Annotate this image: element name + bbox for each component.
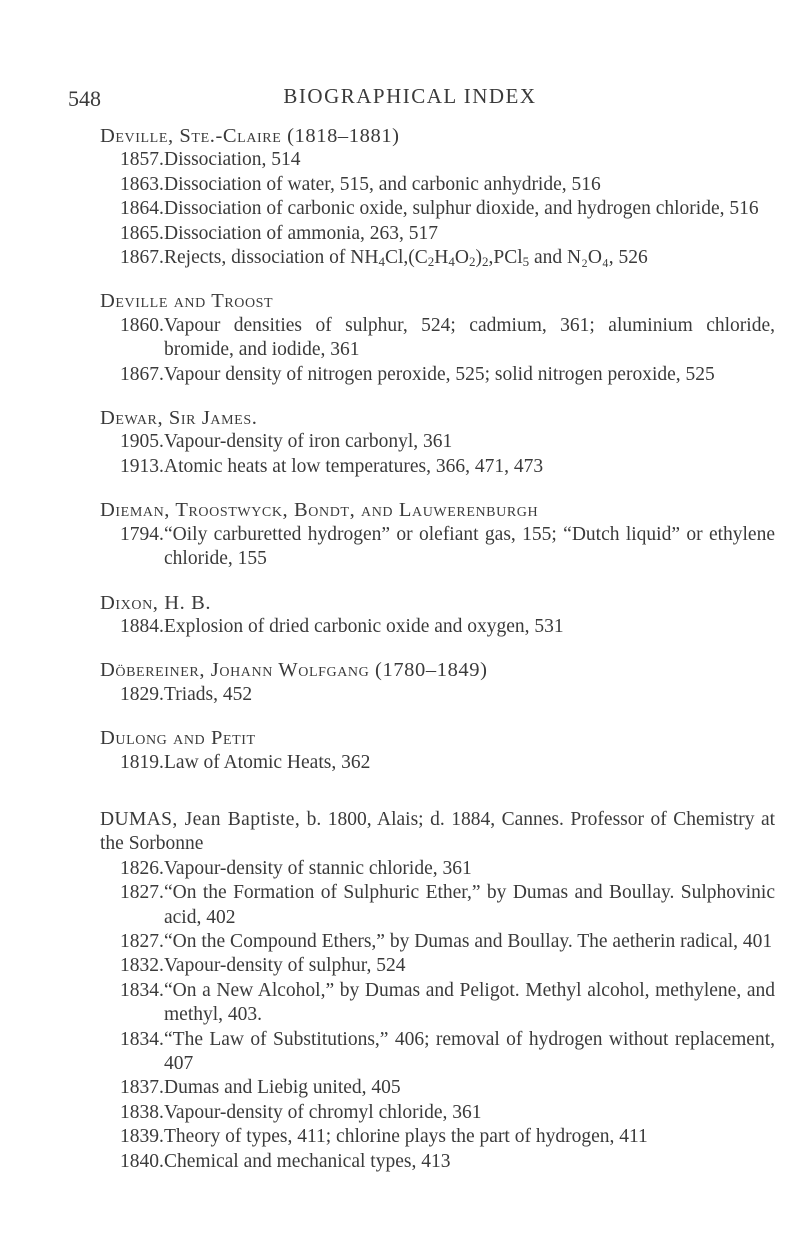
index-entry	[100, 658, 775, 707]
item-text: Vapour-density of sulphur, 524	[164, 955, 406, 977]
entry-item	[120, 857, 775, 881]
entry-item	[120, 930, 775, 954]
formula-sub: 2	[468, 254, 476, 270]
entry-item	[120, 1150, 775, 1174]
entry-item	[120, 683, 775, 707]
formula-sub: 5	[522, 254, 530, 270]
item-year: 1829.	[120, 683, 164, 705]
entry-item	[120, 222, 775, 246]
entry-name: Dixon, H. B.	[100, 591, 212, 614]
entry-item	[120, 615, 775, 639]
formula-sub: 2	[481, 254, 489, 270]
item-year: 1834.	[120, 979, 164, 1001]
item-year: 1827.	[120, 882, 164, 904]
entry-item	[120, 523, 775, 572]
entry-item	[120, 314, 775, 363]
entry-name: Deville, Ste.-Claire (1818–1881)	[100, 125, 400, 147]
item-year: 1865.	[120, 222, 164, 244]
formula-suffix: and N₂O₄, 526	[534, 247, 648, 269]
entry-name: Dewar, Sir James.	[100, 407, 258, 430]
item-year: 1863.	[120, 173, 164, 195]
entry-item	[120, 1101, 775, 1125]
entry-item	[120, 881, 775, 930]
item-year: 1827.	[120, 930, 164, 952]
item-text: Vapour-density of stannic chloride, 361	[164, 857, 472, 879]
entry-item	[120, 363, 775, 387]
item-year: 1838.	[120, 1101, 164, 1123]
entry-name: DUMAS, Jean Baptiste,	[100, 808, 301, 830]
page-number: 548	[68, 86, 101, 111]
running-title: BIOGRAPHICAL INDEX	[283, 84, 537, 108]
item-text: “On the Formation of Sulphuric Ether,” by Dumas and Boullay. Sulphovinic acid, 402	[164, 882, 775, 928]
item-text: “Oily carburetted hydrogen” or olefiant gas, 155; “Dutch liquid” or ethylene chloride, 155	[164, 523, 775, 570]
item-text: Vapour-density of chromyl chloride, 361	[164, 1101, 482, 1123]
item-text: Dissociation of water, 515, and carbonic anhydride, 516	[164, 173, 601, 195]
entry-name: Dulong and Petit	[100, 727, 256, 750]
formula-sub: 4	[378, 254, 385, 270]
item-text: Vapour densities of sulphur, 524; cadmium, 361; aluminium chloride, bromide, and iodide, 361	[164, 314, 775, 361]
item-text: Triads, 452	[164, 683, 253, 705]
index-entry	[100, 289, 775, 387]
item-text: Chemical and mechanical types, 413	[164, 1150, 451, 1172]
index-entry	[100, 406, 775, 479]
entry-item	[120, 246, 775, 270]
entry-item	[120, 751, 775, 775]
item-year: 1864.	[120, 198, 164, 220]
item-year: 1867.	[120, 247, 164, 269]
item-year: 1794.	[120, 523, 164, 545]
item-year: 1839.	[120, 1126, 164, 1148]
index-entry-dumas	[100, 808, 775, 1174]
entry-item	[120, 148, 775, 172]
item-year: 1826.	[120, 857, 164, 879]
dumas-heading	[100, 808, 775, 857]
item-text: “The Law of Substitutions,” 406; removal of hydrogen without replacement, 407	[164, 1028, 775, 1074]
formula-sub: 4	[448, 254, 455, 270]
entry-item	[120, 954, 775, 978]
item-year: 1860.	[120, 314, 164, 336]
item-text: Explosion of dried carbonic oxide and oxygen, 531	[164, 615, 564, 637]
item-year: 1834.	[120, 1028, 164, 1050]
item-text: Dissociation of carbonic oxide, sulphur dioxide, and hydrogen chloride, 516	[164, 198, 759, 220]
entry-item	[120, 1125, 775, 1149]
entry-name: Deville and Troost	[100, 290, 274, 313]
item-year: 1837.	[120, 1077, 164, 1099]
entry-item	[120, 197, 775, 221]
item-year: 1905.	[120, 431, 164, 453]
item-text: Vapour density of nitrogen peroxide, 525; solid nitrogen peroxide, 525	[164, 363, 715, 385]
formula-sub: 2	[427, 254, 435, 270]
entry-name: Döbereiner, Johann Wolfgang (1780–1849)	[100, 659, 488, 682]
item-year: 1819.	[120, 751, 164, 773]
item-year: 1840.	[120, 1150, 164, 1172]
entry-bio: b. 1800, Alais; d. 1884, Cannes. Professor of Chemistry at the Sorbonne	[100, 808, 776, 855]
item-text-formula: Rejects, dissociation of $NH_4Cl,(C_2H_4O_2)_2,PCl_5$ and N₂O₄, 526	[164, 247, 648, 270]
entry-item	[120, 979, 775, 1028]
index-content	[100, 124, 775, 1174]
item-text: Atomic heats at low temperatures, 366, 471, 473	[164, 455, 544, 477]
item-text: Dissociation, 514	[164, 149, 301, 171]
item-year: 1884.	[120, 615, 164, 637]
item-text: Law of Atomic Heats, 362	[164, 751, 371, 773]
entry-item	[120, 430, 775, 454]
item-text: “On the Compound Ethers,” by Dumas and Boullay. The aetherin radical, 401	[164, 930, 773, 952]
entry-item	[120, 1076, 775, 1100]
entry-item	[120, 1028, 775, 1077]
item-year: 1913.	[120, 455, 164, 477]
entry-name: Dieman, Troostwyck, Bondt, and Lauwerenburgh	[100, 499, 539, 522]
item-text: Vapour-density of iron carbonyl, 361	[164, 431, 453, 453]
entry-item	[120, 173, 775, 197]
index-entry	[100, 124, 775, 270]
item-text: Dissociation of ammonia, 263, 517	[164, 222, 439, 244]
item-text: Dumas and Liebig united, 405	[164, 1077, 401, 1099]
formula-prefix: Rejects, dissociation of NH	[164, 247, 379, 269]
item-year: 1867.	[120, 363, 164, 385]
item-text: Theory of types, 411; chlorine plays the part of hydrogen, 411	[164, 1126, 648, 1148]
entry-item	[120, 455, 775, 479]
item-year: 1832.	[120, 955, 164, 977]
item-year: 1857.	[120, 149, 164, 171]
index-entry	[100, 591, 775, 640]
index-entry	[100, 726, 775, 775]
item-text: “On a New Alcohol,” by Dumas and Peligot. Methyl alcohol, methylene, and methyl, 403.	[164, 979, 775, 1026]
index-entry	[100, 498, 775, 571]
